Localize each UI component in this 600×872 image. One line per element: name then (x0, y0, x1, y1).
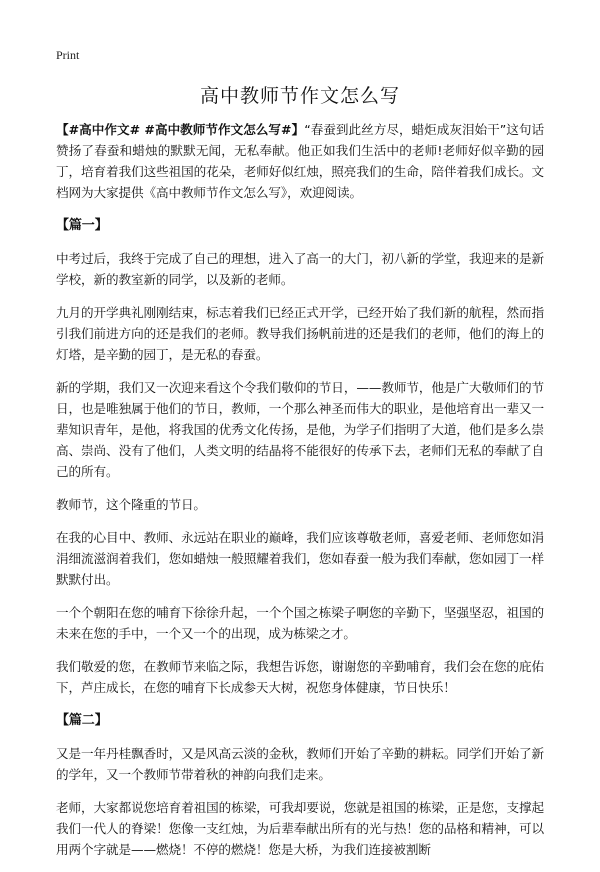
paragraph: 教师节，这个隆重的节日。 (56, 497, 206, 512)
paragraph: 新的学期，我们又一次迎来看这个令我们敬仰的节日，——教师节，他是广大敬师们的节日，也是唯独属于他们的节日，教师，一个那么神圣而伟大的职业，是他培育出一辈又一辈知识青年，是他，将我国的优秀文化传扬，是他，为学子们指明了大道，他们是多么崇高、崇尚、没有了他们，人类文明的结晶将不能很好的传承下去，老师们无私的奉献了自己的所有。 (56, 380, 544, 479)
paragraph: 中考过后，我终于完成了自己的理想，进入了高一的大门，初八新的学堂，我迎来的是新学校，新的教室新的同学，以及新的老师。 (56, 251, 544, 287)
paragraph: 一个个朝阳在您的哺育下徐徐升起，一个个国之栋梁子啊您的辛勤下，坚强坚忍，祖国的未来在您的手中，一个又一个的出现，成为栋梁之才。 (56, 605, 544, 641)
paragraph: 老师，大家都说您培育着祖国的栋梁，可我却要说，您就是祖国的栋梁，正是您，支撑起我们一代人的脊梁！您像一支红烛，为后辈奉献出所有的光与热！您的品格和精神，可以用两个字就是——燃烧！不停的燃烧！您是大桥，为我们连接被割断 (56, 800, 544, 857)
intro-paragraph (56, 119, 544, 203)
paragraph: 又是一年丹桂飘香时，又是风高云淡的金秋，教师们开始了辛勤的耕耘。同学们开始了新的学年，又一个教师节带着秋的神韵向我们走来。 (56, 746, 544, 782)
article-title: 高中教师节作文怎么写 (199, 85, 400, 107)
paragraph: 我们敬爱的您，在教师节来临之际，我想告诉您，谢谢您的辛勤哺育，我们会在您的庇佑下，芦庄成长，在您的哺育下长成参天大树，祝您身体健康，节日快乐！ (56, 659, 544, 695)
paragraph: 九月的开学典礼刚刚结束，标志着我们已经正式开学，已经开始了我们新的航程，然而指引我们前进方向的还是我们的老师。教导我们扬帆前进的还是我们的老师，他们的海上的灯塔，是辛勤的园丁，是无私的春蚕。 (56, 305, 544, 362)
intro-text: “春蚕到此丝方尽，蜡炬成灰泪始干”这句话赞扬了春蚕和蜡烛的默默无闻，无私奉献。他正如我们生活中的老师!老师好似辛勤的园丁，培育着我们这些祖国的花朵，老师好似红烛，照亮我们的生命，陪伴着我们成长。文档网为大家提供《高中教师节作文怎么写》，欢迎阅读。 (56, 122, 544, 200)
paragraph: 在我的心目中、教师、永远站在职业的巅峰，我们应该尊敬老师，喜爱老师、老师您如涓涓细流滋润着我们，您如蜡烛一般照耀着我们，您如春蚕一般为我们奉献，您如园丁一样默默付出。 (56, 530, 544, 587)
article-tags: 【#高中作文# #高中教师节作文怎么写#】 (56, 122, 305, 137)
section-heading-2: 【篇二】 (56, 713, 108, 728)
print-link[interactable]: Print (56, 48, 80, 62)
section-heading-1: 【篇一】 (56, 218, 108, 233)
article-body (56, 119, 544, 872)
